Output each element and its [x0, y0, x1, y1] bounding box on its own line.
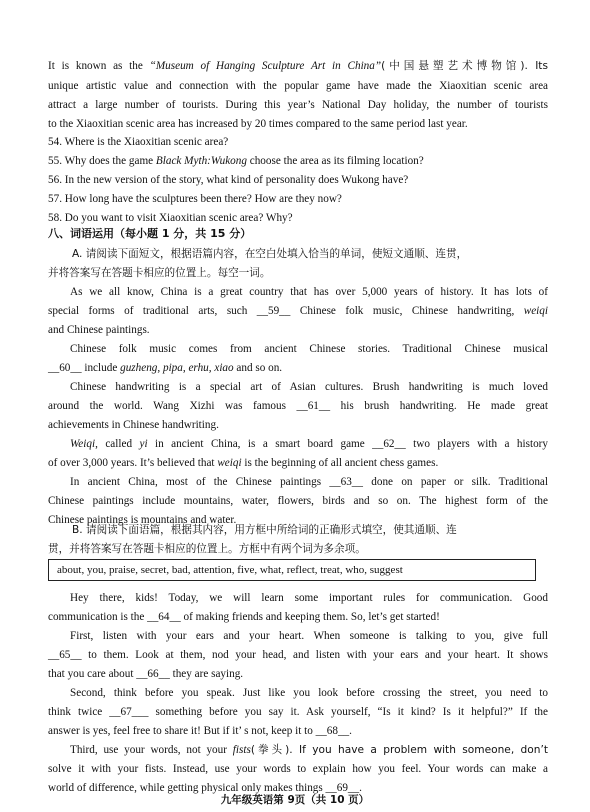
text-line: and Chinese paintings.	[48, 324, 150, 336]
word-bank-box: about, you, praise, secret, bad, attention, five, what, reflect, treat, who, suggest	[48, 559, 536, 581]
text-line: solve it with your fists. Instead, use your words to explain how you feel. Your words can make a	[48, 763, 548, 775]
text-line: unique artistic value and connection with the popular game have made the Xiaoxitian scenic area	[48, 80, 548, 92]
text-line: __60__ include guzheng, pipa, erhu, xiao and so on.	[48, 362, 283, 374]
text-line: attract a large number of tourists. During this year’s National Day holiday, the number of tourists	[48, 99, 548, 111]
text-line: As we all know, China is a great country that has over 5,000 years of history. It has lots of	[70, 286, 548, 298]
instruction-b-cont: 贯，并将答案写在答题卡相应的位置上。方框中有两个词为多余项。	[48, 543, 366, 555]
text-line: Chinese folk music comes from ancient Chinese stories. Traditional Chinese musical	[70, 343, 548, 355]
text-line: In ancient China, most of the Chinese paintings __63__ done on paper or silk. Traditional	[70, 476, 548, 488]
text-line: Chinese handwriting is a special art of Asian cultures. Brush handwriting is much loved	[70, 381, 548, 393]
page-footer: 九年级英语第 9页（共 10 页）	[220, 794, 370, 806]
text-line: world of difference, while getting physical only makes things __69__.	[48, 782, 362, 794]
instruction-a-cont: 并将答案写在答题卡相应的位置上。每空一词。	[48, 267, 271, 279]
instruction-b: B. 请阅读下面语篇，根据其内容，用方框中所给词的正确形式填空，使其通顺、连	[72, 524, 457, 536]
section-heading: 八、词语运用（每小题 1 分，共 15 分）	[48, 227, 252, 240]
text-line: First, listen with your ears and your heart. When someone is talking to you, give full	[70, 630, 548, 642]
text-line: Second, think before you speak. Just like you look before crossing the street, you need to	[70, 687, 548, 699]
text-line: Third, use your words, not your fists(拳头). If you have a problem with someone, don’t	[70, 744, 549, 756]
text-line: Hey there, kids! Today, we will learn some important rules for communication. Good	[70, 592, 548, 604]
text-line: communication is the __64__ of making friends and keeping them. So, let’s get started!	[48, 611, 440, 623]
text-line: that you care about __66__ they are saying.	[48, 668, 244, 680]
museum-name: “Museum of Hanging Sculpture Art in China”	[149, 60, 382, 72]
text-line: think twice __67___ something before you say it. Ask yourself, “Is it kind? Is it helpful?” If the	[48, 706, 548, 718]
question-56: 56. In the new version of the story, what kind of personality does Wukong have?	[48, 174, 409, 186]
question-55: 55. Why does the game Black Myth:Wukong choose the area as its filming location?	[48, 155, 424, 167]
text-line: to the Xiaoxitian scenic area has increased by 20 times compared to the same period last year.	[48, 118, 468, 130]
text-line: Chinese paintings is mountains and water.	[48, 514, 237, 526]
instruction-a: A. 请阅读下面短文，根据语篇内容，在空白处填入恰当的单词，使短文通顺、连贯，	[72, 248, 468, 260]
text-line: of over 3,000 years. It’s believed that weiqi is the beginning of all ancient chess games.	[48, 457, 439, 469]
text-line: It is known as the “Museum of Hanging Sculpture Art in China”(中国悬塑艺术博物馆). Its	[48, 60, 548, 72]
text-line: around the world. Wang Xizhi was famous __61__ his brush handwriting. He made great	[48, 400, 548, 412]
question-54: 54. Where is the Xiaoxitian scenic area?	[48, 136, 229, 148]
text-line: answer is yes, feel free to share it! But if it’ s not, keep it to __68__.	[48, 725, 352, 737]
text-line: achievements in Chinese handwriting.	[48, 419, 219, 431]
question-58: 58. Do you want to visit Xiaoxitian scenic area? Why?	[48, 212, 293, 224]
text-line: Chinese paintings include mountains, water, flowers, birds and so on. The highest form of the	[48, 495, 548, 507]
text-line: Weiqi, called yi in ancient China, is a smart board game __62__ two players with a history	[70, 438, 548, 450]
text-line: special forms of traditional arts, such __59__ Chinese folk music, Chinese handwriting, weiqi	[48, 305, 548, 317]
question-57: 57. How long have the sculptures been there? How are they now?	[48, 193, 342, 205]
text-line: __65__ to them. Look at them, nod your head, and listen with your ears and your heart. It shows	[48, 649, 548, 661]
